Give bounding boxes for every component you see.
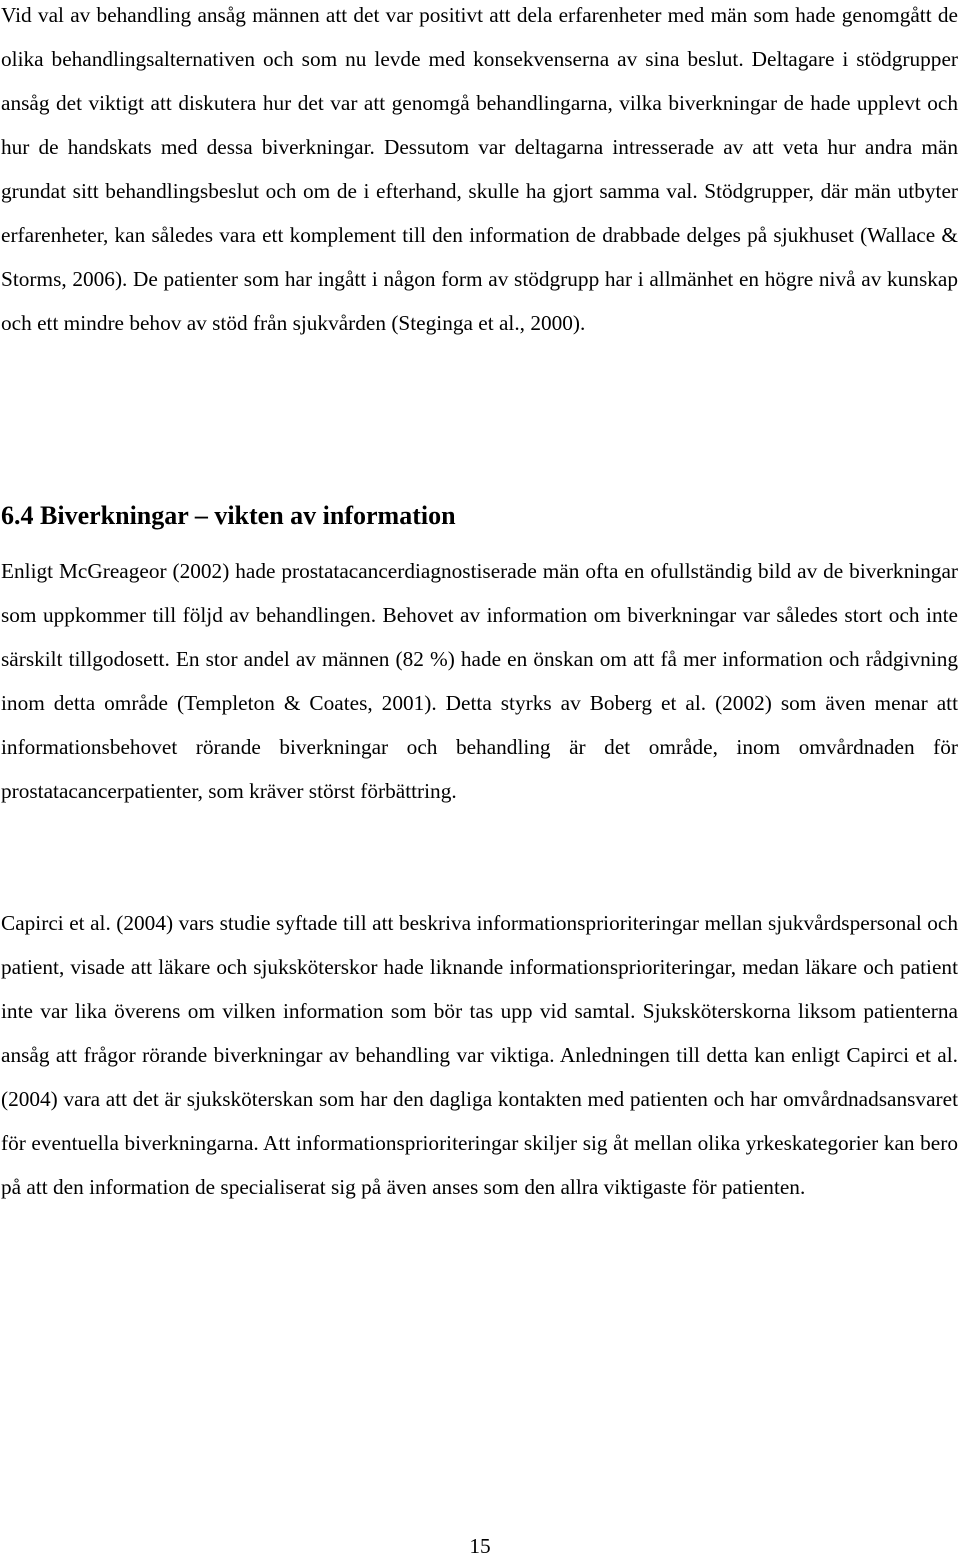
body-paragraph-1: Vid val av behandling ansåg männen att det var positivt att dela erfarenheter med män som hade genomgått de olika behandlingsalternativen och som nu levde med konsekvenserna av sina beslut. Deltagare i stödgrupper ansåg det viktigt att diskutera hur det var att genomgå behandlingarna, vilka biverkningar de hade upplevt och hur de handskats med dessa biverkningar. Dessutom var deltagarna intresserade av att veta hur andra män grundat sitt behandlingsbeslut och om de i efterhand, skulle ha gjort samma val. Stödgrupper, där män utbyter erfarenheter, kan således vara ett komplement till den information de drabbade delges på sjukhuset (Wallace & Storms, 2006). De patienter som har ingått i någon form av stödgrupp har i allmänhet en högre nivå av kunskap och ett mindre behov av stöd från sjukvården (Steginga et al., 2000).	[1, 3, 958, 335]
body-paragraph-3: Capirci et al. (2004) vars studie syftade till att beskriva informationsprioriteringar mellan sjukvårdspersonal och patient, visade att läkare och sjuksköterskor hade liknande informationsprioriteringar, medan läkare och patient inte var lika överens om vilken information som bör tas upp vid samtal. Sjuksköterskorna liksom patienterna ansåg att frågor rörande biverkningar av behandling var viktiga. Anledningen till detta kan enligt Capirci et al. (2004) vara att det är sjuksköterskan som har den dagliga kontakten med patienten och har omvårdnadsansvaret för eventuella biverkningarna. Att informationsprioriteringar skiljer sig åt mellan olika yrkeskategorier kan bero på att den information de specialiserat sig på även anses som den allra viktigaste för patienten.	[1, 911, 958, 1199]
page-number: 15	[469, 1534, 491, 1558]
body-paragraph-2: Enligt McGreageor (2002) hade prostatacancerdiagnostiserade män ofta en ofullständig bild av de biverkningar som uppkommer till följd av behandlingen. Behovet av information om biverkningar var således stort och inte särskilt tillgodosett. En stor andel av männen (82 %) hade en önskan om att få mer information och rådgivning inom detta område (Templeton & Coates, 2001). Detta styrks av Boberg et al. (2002) som även menar att informationsbehovet rörande biverkningar och behandling är det område, inom omvårdnaden för prostatacancerpatienter, som kräver störst förbättring.	[1, 559, 958, 803]
section-heading: 6.4 Biverkningar – vikten av information	[1, 501, 456, 530]
